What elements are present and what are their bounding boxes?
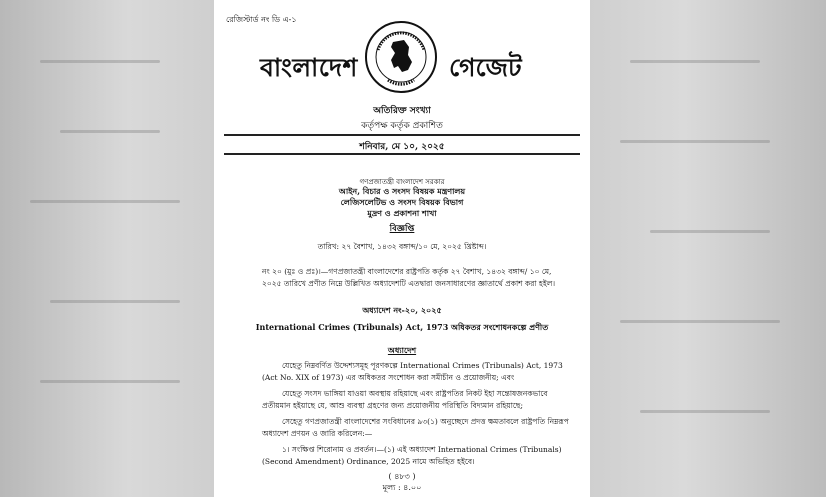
issue-date: শনিবার, মে ১০, ২০২৫: [359, 142, 445, 152]
ordinance-title: International Crimes (Tribunals) Act, 1973 অধিকতর সংশোধনকল্পে প্রণীত: [255, 322, 549, 332]
masthead-title-right: গেজেট: [449, 53, 522, 82]
division-name: লেজিসলেটিভ ও সংসদ বিষয়ক বিভাগ: [340, 197, 464, 207]
background-right: [590, 0, 826, 497]
background-left: [0, 0, 214, 497]
blurred-text-line: [60, 130, 160, 133]
branch-name: মুদ্রণ ও প্রকাশনা শাখা: [367, 208, 437, 218]
government-name: গণপ্রজাতন্ত্রী বাংলাদেশ সরকার: [359, 178, 445, 186]
extraordinary-issue-label: অতিরিক্ত সংখ্যা: [373, 106, 431, 116]
notification-date: তারিখ: ২৭ বৈশাখ, ১৪৩২ বঙ্গাব্দ/১০ মে, ২০২৫ খ্রিষ্টাব্দ।: [317, 242, 487, 251]
blurred-text-line: [620, 140, 770, 143]
ministry-name: আইন, বিচার ও সংসদ বিষয়ক মন্ত্রণালয়: [338, 186, 466, 196]
ordinance-paragraph: সেহেতু গণপ্রজাতন্ত্রী বাংলাদেশের সংবিধানের ৯৩(১) অনুচ্ছেদে প্রদত্ত ক্ষমতাবলে রাষ্ট্রপতি নিম্নরূপ অধ্যাদেশ প্রণয়ন ও জারি করিলেন:—: [262, 417, 569, 438]
price-label: মূল্য : ৪.০০: [382, 483, 422, 492]
blurred-text-line: [640, 410, 770, 413]
blurred-text-line: [630, 60, 760, 63]
ordinance-number: অধ্যাদেশ নং-২০, ২০২৫: [362, 305, 442, 315]
registration-number: রেজিস্টার্ড নং ডি এ-১: [226, 15, 297, 24]
blurred-text-line: [30, 200, 180, 203]
blurred-text-line: [40, 380, 180, 383]
gazette-page: [214, 0, 590, 497]
ordinance-paragraph: যেহেতু নিম্নবর্ণিত উদ্দেশ্যসমূহ পূরণকল্পে International Crimes (Tribunals) Act, 1973 (Act No. XIX of 1973) এর অধিকতর সংশোধন করা সমীচীন ও প্রয়োজনীয়; এবং: [262, 361, 563, 382]
blurred-text-line: [50, 300, 180, 303]
page-number: ( ৪৮৩ ): [388, 472, 416, 481]
ordinance-section-1: ১। সংক্ষিপ্ত শিরোনাম ও প্রবর্তন।—(১) এই অধ্যাদেশ International Crimes (Tribunals) (Second Amendment) Ordinance, 2025 নামে অভিহিত হইবে।: [262, 445, 562, 466]
ordinance-heading: অধ্যাদেশ: [387, 345, 417, 355]
ordinance-paragraph: যেহেতু সংসদ ভাঙ্গিয়া যাওয়া অবস্থায় রহিয়াছে এবং রাষ্ট্রপতির নিকট ইহা সন্তোষজনকভাবে প্রতীয়মান হইয়াছে যে, আশু ব্যবস্থা গ্রহণের জন্য প্রয়োজনীয় পরিস্থিতি বিদ্যমান রহিয়াছে;: [262, 389, 548, 410]
notification-heading: বিজ্ঞপ্তি: [389, 224, 415, 234]
published-by-label: কর্তৃপক্ষ কর্তৃক প্রকাশিত: [361, 121, 443, 131]
blurred-text-line: [650, 230, 770, 233]
government-seal-icon: [364, 20, 438, 94]
blurred-text-line: [40, 60, 160, 63]
divider: [224, 134, 580, 136]
masthead-title-left: বাংলাদেশ: [260, 53, 358, 82]
divider: [224, 153, 580, 155]
notification-paragraph: নং ২০ (মুঃ ও প্রঃ)।—গণপ্রজাতন্ত্রী বাংলাদেশের রাষ্ট্রপতি কর্তৃক ২৭ বৈশাখ, ১৪৩২ বঙ্গাব্দ/ ১০ মে, ২০২৫ তারিখে প্রণীত নিম্নে উল্লিখিত অধ্যাদেশটি এতদ্বারা জনসাধারণের জ্ঞাতার্থে প্রকাশ করা হইল।: [262, 267, 556, 288]
blurred-text-line: [620, 320, 780, 323]
